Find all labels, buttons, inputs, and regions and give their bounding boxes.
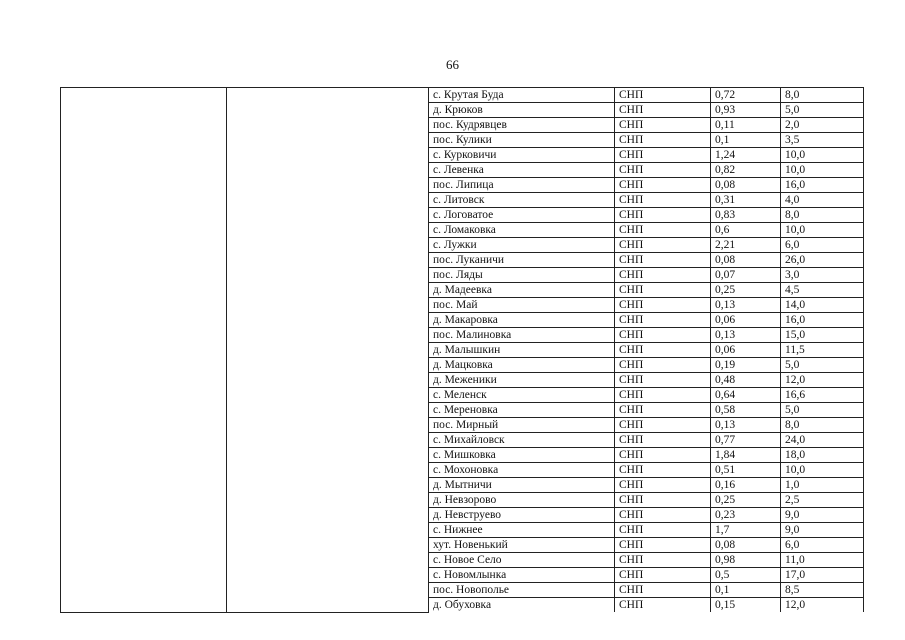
value-2-cell: 5,0 [781, 358, 864, 373]
page-number: 66 [446, 57, 459, 72]
value-2-cell: 2,5 [781, 493, 864, 508]
settlement-type-cell: СНП [615, 313, 711, 328]
blank-column-1 [61, 88, 227, 613]
settlement-name-cell: с. Меленск [429, 388, 615, 403]
settlement-name-cell: пос. Кудрявцев [429, 118, 615, 133]
value-2-cell: 11,0 [781, 553, 864, 568]
settlement-type-cell: СНП [615, 373, 711, 388]
settlement-type-cell: СНП [615, 118, 711, 133]
settlement-name-cell: с. Курковичи [429, 148, 615, 163]
settlement-type-cell: СНП [615, 463, 711, 478]
value-1-cell: 1,24 [711, 148, 781, 163]
value-2-cell: 10,0 [781, 463, 864, 478]
settlement-type-cell: СНП [615, 283, 711, 298]
value-1-cell: 0,25 [711, 283, 781, 298]
value-1-cell: 0,15 [711, 598, 781, 613]
settlement-name-cell: с. Новомлынка [429, 568, 615, 583]
value-1-cell: 0,16 [711, 478, 781, 493]
value-2-cell: 10,0 [781, 148, 864, 163]
table-row [61, 88, 864, 103]
value-2-cell: 16,0 [781, 313, 864, 328]
settlement-type-cell: СНП [615, 178, 711, 193]
settlement-name-cell: хут. Новенький [429, 538, 615, 553]
settlement-name-cell: с. Нижнее [429, 523, 615, 538]
settlement-name-cell: д. Мадеевка [429, 283, 615, 298]
settlement-name-cell: пос. Малиновка [429, 328, 615, 343]
settlement-name-cell: пос. Кулики [429, 133, 615, 148]
value-1-cell: 0,77 [711, 433, 781, 448]
value-2-cell: 24,0 [781, 433, 864, 448]
value-1-cell: 0,23 [711, 508, 781, 523]
value-1-cell: 0,07 [711, 268, 781, 283]
value-2-cell: 3,5 [781, 133, 864, 148]
settlement-type-cell: СНП [615, 208, 711, 223]
value-1-cell: 0,82 [711, 163, 781, 178]
value-2-cell: 8,0 [781, 88, 864, 103]
value-2-cell: 8,0 [781, 208, 864, 223]
value-2-cell: 2,0 [781, 118, 864, 133]
settlement-name-cell: д. Малышкин [429, 343, 615, 358]
settlement-name-cell: с. Левенка [429, 163, 615, 178]
value-2-cell: 11,5 [781, 343, 864, 358]
settlement-name-cell: с. Мереновка [429, 403, 615, 418]
settlement-name-cell: с. Логоватое [429, 208, 615, 223]
settlement-name-cell: д. Макаровка [429, 313, 615, 328]
settlement-name-cell: д. Мацковка [429, 358, 615, 373]
settlement-type-cell: СНП [615, 538, 711, 553]
settlement-type-cell: СНП [615, 328, 711, 343]
table-body [61, 88, 864, 613]
value-1-cell: 0,1 [711, 583, 781, 598]
value-1-cell: 0,08 [711, 178, 781, 193]
value-2-cell: 1,0 [781, 478, 864, 493]
value-2-cell: 15,0 [781, 328, 864, 343]
settlement-name-cell: д. Невзорово [429, 493, 615, 508]
value-2-cell: 5,0 [781, 103, 864, 118]
value-1-cell: 1,7 [711, 523, 781, 538]
settlement-type-cell: СНП [615, 223, 711, 238]
value-2-cell: 14,0 [781, 298, 864, 313]
settlement-name-cell: с. Мохоновка [429, 463, 615, 478]
settlement-name-cell: пос. Май [429, 298, 615, 313]
settlement-type-cell: СНП [615, 253, 711, 268]
settlement-type-cell: СНП [615, 238, 711, 253]
value-1-cell: 0,19 [711, 358, 781, 373]
settlement-type-cell: СНП [615, 268, 711, 283]
settlement-type-cell: СНП [615, 358, 711, 373]
settlement-name-cell: д. Меженики [429, 373, 615, 388]
settlement-name-cell: с. Ломаковка [429, 223, 615, 238]
settlement-name-cell: пос. Новополье [429, 583, 615, 598]
settlements-table [60, 87, 864, 613]
value-1-cell: 0,98 [711, 553, 781, 568]
settlement-type-cell: СНП [615, 508, 711, 523]
settlement-name-cell: пос. Липица [429, 178, 615, 193]
settlement-name-cell: с. Лужки [429, 238, 615, 253]
value-2-cell: 4,0 [781, 193, 864, 208]
settlement-type-cell: СНП [615, 553, 711, 568]
settlement-type-cell: СНП [615, 418, 711, 433]
value-1-cell: 0,06 [711, 313, 781, 328]
value-1-cell: 0,31 [711, 193, 781, 208]
value-2-cell: 9,0 [781, 523, 864, 538]
settlement-type-cell: СНП [615, 163, 711, 178]
settlement-type-cell: СНП [615, 343, 711, 358]
settlement-type-cell: СНП [615, 298, 711, 313]
value-1-cell: 0,25 [711, 493, 781, 508]
settlement-name-cell: с. Михайловск [429, 433, 615, 448]
value-2-cell: 9,0 [781, 508, 864, 523]
settlement-type-cell: СНП [615, 493, 711, 508]
value-1-cell: 0,6 [711, 223, 781, 238]
settlement-type-cell: СНП [615, 433, 711, 448]
value-2-cell: 16,0 [781, 178, 864, 193]
value-1-cell: 2,21 [711, 238, 781, 253]
value-1-cell: 0,1 [711, 133, 781, 148]
settlement-name-cell: с. Литовск [429, 193, 615, 208]
value-2-cell: 26,0 [781, 253, 864, 268]
value-1-cell: 0,93 [711, 103, 781, 118]
value-2-cell: 8,5 [781, 583, 864, 598]
settlement-type-cell: СНП [615, 148, 711, 163]
settlement-name-cell: д. Мытничи [429, 478, 615, 493]
value-1-cell: 0,08 [711, 253, 781, 268]
value-2-cell: 18,0 [781, 448, 864, 463]
value-2-cell: 6,0 [781, 538, 864, 553]
settlement-name-cell: д. Невструево [429, 508, 615, 523]
value-1-cell: 0,11 [711, 118, 781, 133]
value-1-cell: 0,13 [711, 418, 781, 433]
settlement-type-cell: СНП [615, 133, 711, 148]
settlement-name-cell: д. Обуховка [429, 598, 615, 613]
settlement-type-cell: СНП [615, 598, 711, 613]
value-1-cell: 0,72 [711, 88, 781, 103]
settlement-name-cell: пос. Мирный [429, 418, 615, 433]
value-2-cell: 10,0 [781, 223, 864, 238]
value-2-cell: 10,0 [781, 163, 864, 178]
value-1-cell: 0,51 [711, 463, 781, 478]
value-1-cell: 0,58 [711, 403, 781, 418]
value-1-cell: 0,83 [711, 208, 781, 223]
settlement-type-cell: СНП [615, 88, 711, 103]
value-2-cell: 6,0 [781, 238, 864, 253]
value-1-cell: 0,13 [711, 298, 781, 313]
value-2-cell: 5,0 [781, 403, 864, 418]
settlement-type-cell: СНП [615, 403, 711, 418]
settlement-name-cell: пос. Ляды [429, 268, 615, 283]
settlement-type-cell: СНП [615, 478, 711, 493]
value-1-cell: 0,13 [711, 328, 781, 343]
value-2-cell: 4,5 [781, 283, 864, 298]
settlement-type-cell: СНП [615, 583, 711, 598]
value-2-cell: 12,0 [781, 373, 864, 388]
settlement-name-cell: с. Новое Село [429, 553, 615, 568]
settlement-type-cell: СНП [615, 523, 711, 538]
value-1-cell: 0,06 [711, 343, 781, 358]
value-1-cell: 0,64 [711, 388, 781, 403]
value-2-cell: 3,0 [781, 268, 864, 283]
settlement-type-cell: СНП [615, 103, 711, 118]
settlement-type-cell: СНП [615, 568, 711, 583]
value-1-cell: 1,84 [711, 448, 781, 463]
settlement-type-cell: СНП [615, 193, 711, 208]
value-2-cell: 8,0 [781, 418, 864, 433]
settlement-name-cell: д. Крюков [429, 103, 615, 118]
blank-column-2 [227, 88, 429, 613]
settlement-type-cell: СНП [615, 448, 711, 463]
settlement-name-cell: пос. Луканичи [429, 253, 615, 268]
value-1-cell: 0,08 [711, 538, 781, 553]
settlement-name-cell: с. Мишковка [429, 448, 615, 463]
value-1-cell: 0,5 [711, 568, 781, 583]
value-2-cell: 12,0 [781, 598, 864, 613]
value-2-cell: 16,6 [781, 388, 864, 403]
value-1-cell: 0,48 [711, 373, 781, 388]
settlement-name-cell: с. Крутая Буда [429, 88, 615, 103]
settlement-type-cell: СНП [615, 388, 711, 403]
value-2-cell: 17,0 [781, 568, 864, 583]
